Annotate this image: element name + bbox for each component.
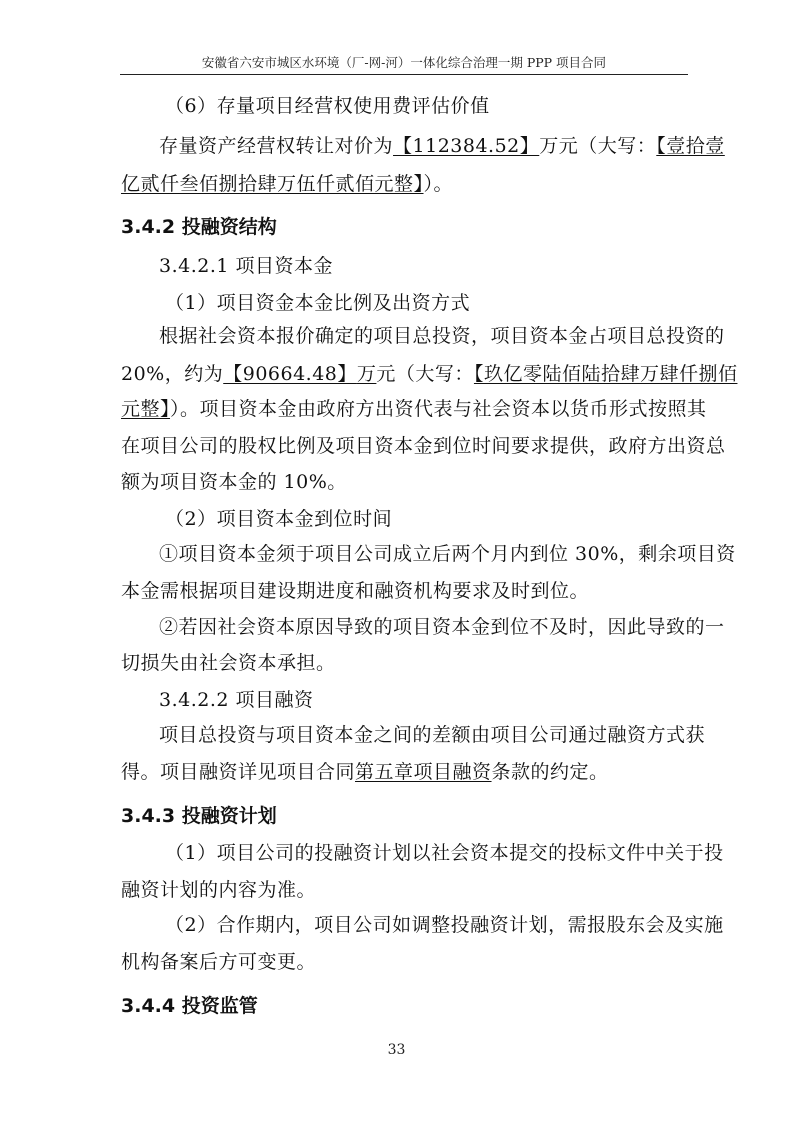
p1-title: （1）项目资金本金比例及出资方式 xyxy=(165,292,471,314)
header-rule xyxy=(120,74,688,75)
p1-unit: 万 xyxy=(356,363,377,385)
page-number: 33 xyxy=(387,1042,406,1058)
heading-3-4-2: 3.4.2 投融资结构 xyxy=(121,216,277,238)
p2-b-line2: 切损失由社会资本承担。 xyxy=(121,652,336,674)
item6-line2 xyxy=(121,170,688,198)
plan-item2-line1: （2）合作期内，项目公司如调整投融资计划，需报股东会及实施 xyxy=(165,914,724,936)
item6-line1-mid: 万元（大写： xyxy=(539,135,657,157)
plan-item1-line2: 融资计划的内容为准。 xyxy=(121,879,317,901)
p1-line1: 根据社会资本报价确定的项目总投资，项目资本金占项目总投资的 xyxy=(159,325,725,347)
p2-b-line1: ②若因社会资本原因导致的项目资本金到位不及时，因此导致的一 xyxy=(159,616,725,638)
p2-a-line1: ①项目资本金须于项目公司成立后两个月内到位 30%，剩余项目资 xyxy=(159,543,736,565)
heading-3-4-3: 3.4.3 投融资计划 xyxy=(121,805,277,827)
p1-line5: 额为项目资本金的 10%。 xyxy=(121,471,347,493)
running-header: 安徽省六安市城区水环境（厂-网-河）一体化综合治理一期 PPP 项目合同 xyxy=(201,55,607,70)
item6-title: （6）存量项目经营权使用费评估价值 xyxy=(165,95,490,117)
plan-item2-line2: 机构备案后方可变更。 xyxy=(121,951,317,973)
financing-line2 xyxy=(121,758,688,786)
financing-line1: 项目总投资与项目资本金之间的差额由项目公司通过融资方式获 xyxy=(159,724,706,746)
item6-value: 【112384.52】 xyxy=(393,135,540,157)
p1-line2-mid: 元（大写： xyxy=(376,363,474,385)
p2-title: （2）项目资本金到位时间 xyxy=(165,508,393,530)
financing-line2-post: 条款的约定。 xyxy=(491,761,609,783)
p2-a-line2: 本金需根据项目建设期进度和融资机构要求及时到位。 xyxy=(121,580,590,602)
item6-line1-text: 存量资产经营权转让对价为 xyxy=(159,135,394,157)
p1-line2-pre: 20%，约为 xyxy=(121,363,224,385)
sub-3-4-2-1: 3.4.2.1 项目资本金 xyxy=(159,255,334,277)
p1-line3 xyxy=(121,395,707,423)
p1-upper-part2: 元整】 xyxy=(121,398,171,420)
item6-line2-post: ）。 xyxy=(423,173,454,195)
chapter-reference: 第五章项目融资 xyxy=(355,761,492,783)
p1-value: 【90664.48】 xyxy=(223,363,357,385)
heading-3-4-4: 3.4.4 投资监管 xyxy=(121,995,258,1017)
item6-upper-part1: 【壹拾壹 xyxy=(656,135,725,157)
p1-line3-post: ）。项目资本金由政府方出资代表与社会资本以货币形式按照其 xyxy=(170,398,707,420)
item6-upper-part2: 亿贰仟叁佰捌拾肆万伍仟贰佰元整】 xyxy=(121,173,424,195)
sub-3-4-2-2: 3.4.2.2 项目融资 xyxy=(159,689,314,711)
p1-line4: 在项目公司的股权比例及项目资本金到位时间要求提供，政府方出资总 xyxy=(121,435,726,457)
p1-upper-part1: 【玖亿零陆佰陆拾肆万肆仟捌佰 xyxy=(473,363,738,385)
item6-line1 xyxy=(159,132,725,160)
p1-line2 xyxy=(121,360,738,388)
financing-line2-pre: 得。项目融资详见项目合同 xyxy=(121,761,356,783)
plan-item1-line1: （1）项目公司的投融资计划以社会资本提交的投标文件中关于投 xyxy=(165,842,724,864)
